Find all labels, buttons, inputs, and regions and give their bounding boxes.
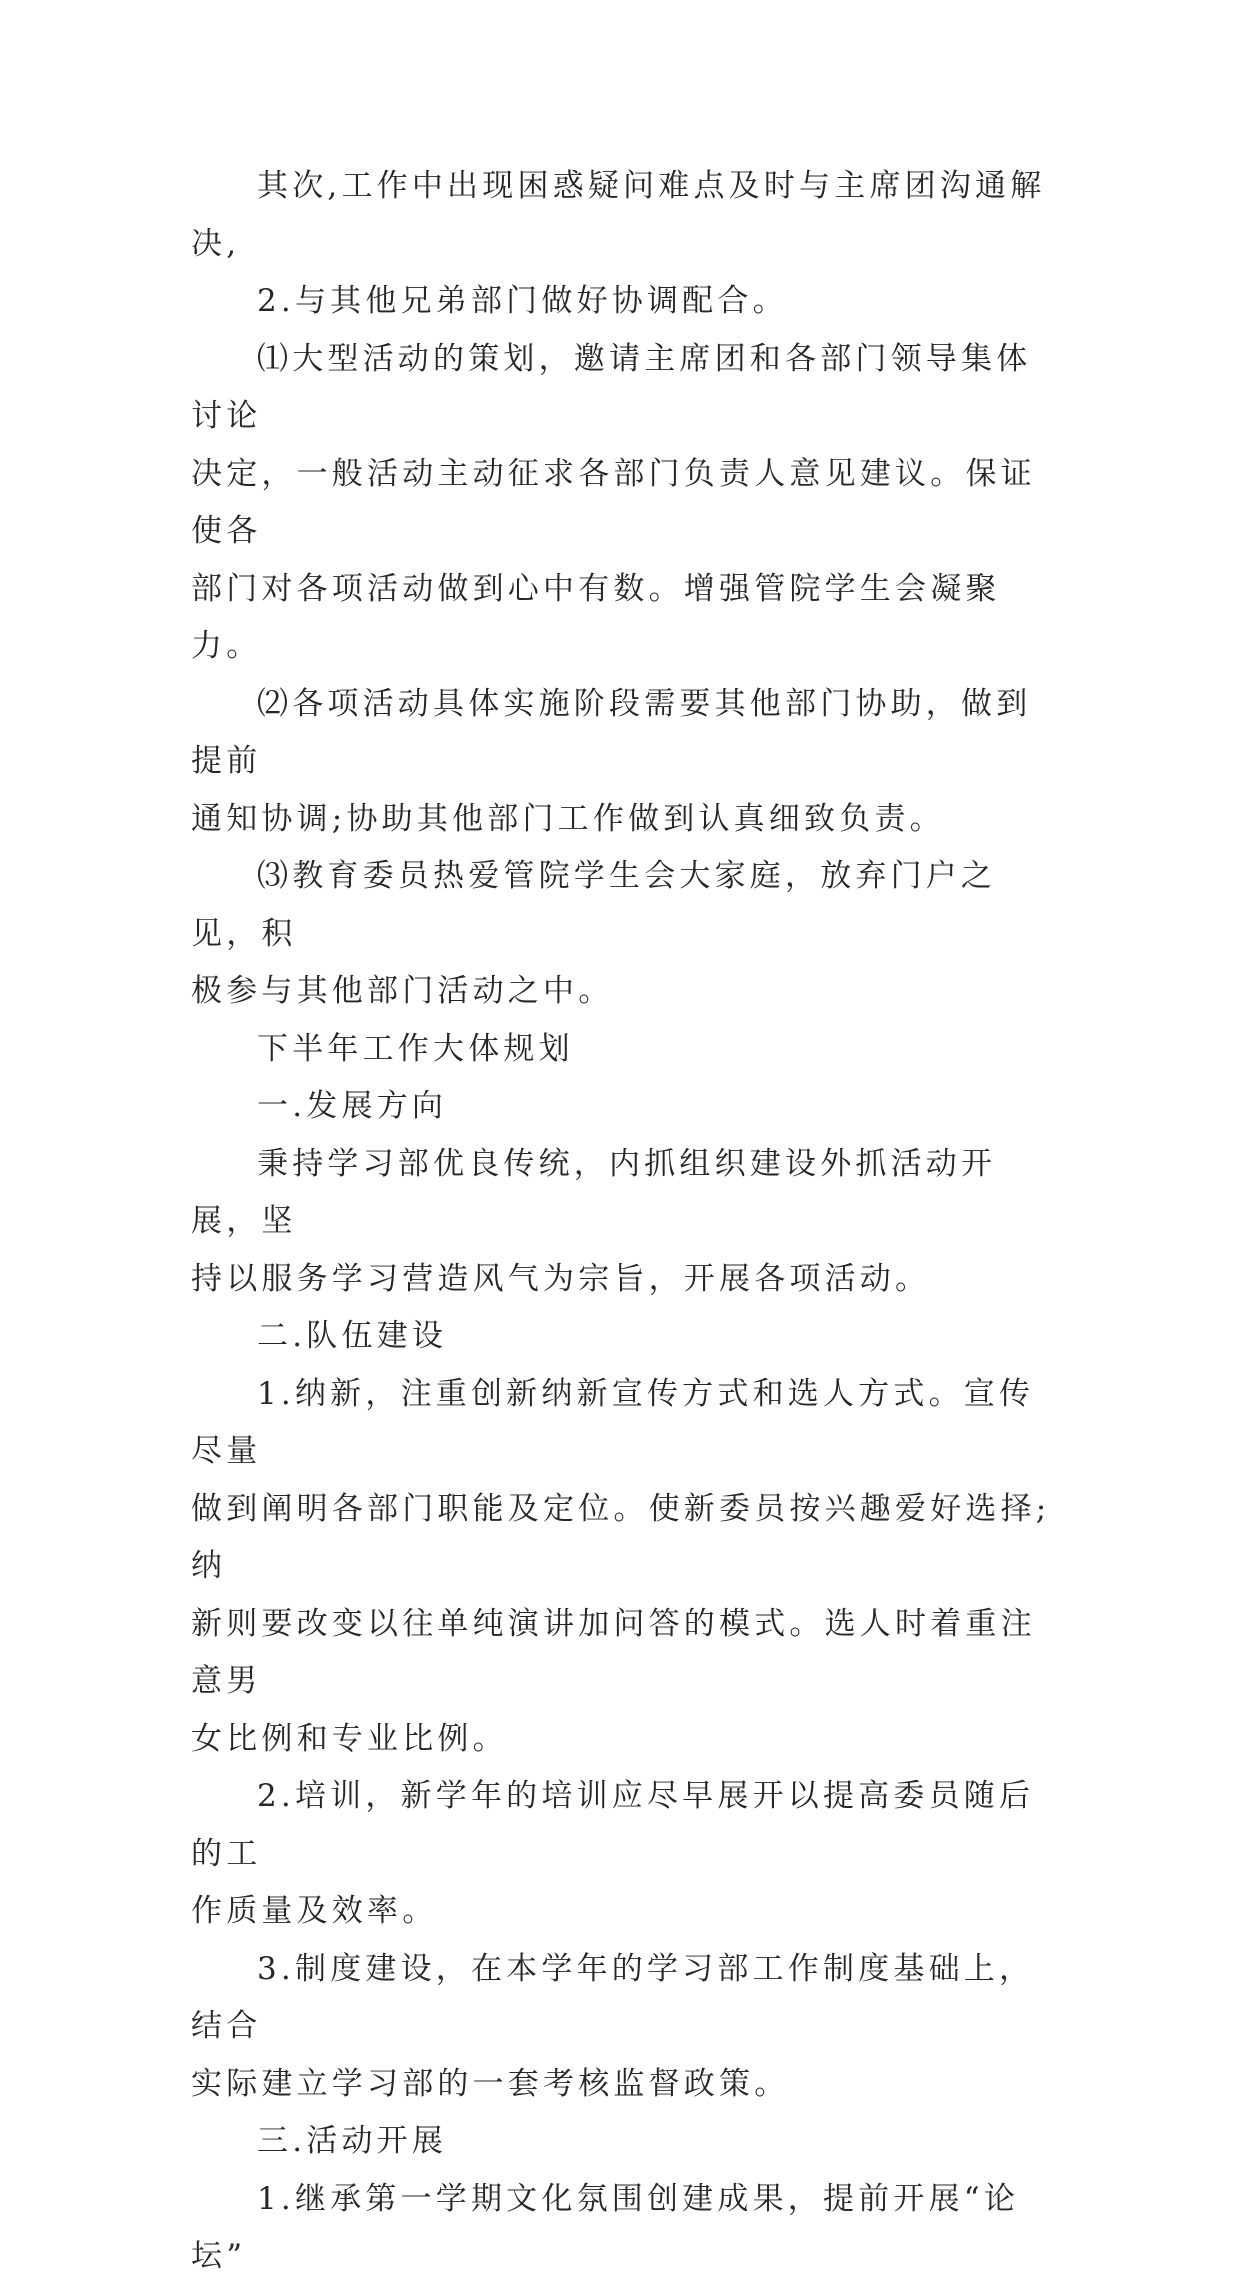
text-line: 1.继承第一学期文化氛围创建成果，提前开展“论坛” bbox=[191, 2180, 1020, 2274]
paragraph-direction bbox=[191, 1136, 1051, 1309]
text-line: 秉持学习部优良传统，内抓组织建设外抓活动开展，坚 bbox=[191, 1145, 997, 1239]
text-line: 1.纳新，注重创新纳新宣传方式和选人方式。宣传尽量 bbox=[191, 1375, 1035, 1469]
text-line: 通知协调;协助其他部门工作做到认真细致负责。 bbox=[191, 800, 945, 837]
section-heading-plan bbox=[191, 1021, 1051, 1079]
section-heading-direction bbox=[191, 1078, 1051, 1136]
text-line: 持以服务学习营造风气为宗旨，开展各项活动。 bbox=[191, 1260, 931, 1297]
text-line: 做到阐明各部门职能及定位。使新委员按兴趣爱好选择;纳 bbox=[191, 1490, 1051, 1584]
text-line: 其次,工作中出现困惑疑问难点及时与主席团沟通解决, bbox=[191, 168, 1046, 262]
paragraph-system bbox=[191, 1941, 1051, 2114]
text-line: ⑶教育委员热爱管院学生会大家庭，放弃门户之见，积 bbox=[191, 858, 997, 952]
text-line: 新则要改变以往单纯演讲加问答的模式。选人时着重注意男 bbox=[191, 1605, 1036, 1699]
text-line: 极参与其他部门活动之中。 bbox=[191, 973, 614, 1009]
paragraph-3 bbox=[191, 331, 1051, 676]
paragraph-recruit bbox=[191, 1366, 1051, 1769]
text-line: 三.活动开展 bbox=[257, 2123, 448, 2159]
paragraph-4 bbox=[191, 676, 1051, 849]
text-line: ⑵各项活动具体实施阶段需要其他部门协助，做到提前 bbox=[191, 685, 1032, 779]
paragraph-2 bbox=[191, 273, 1051, 331]
section-heading-activities bbox=[191, 2113, 1051, 2171]
text-line: 2.与其他兄弟部门做好协调配合。 bbox=[257, 283, 788, 319]
text-line: 决定，一般活动主动征求各部门负责人意见建议。保证使各 bbox=[191, 455, 1036, 549]
paragraph-activities bbox=[191, 2171, 1051, 2286]
text-line: 作质量及效率。 bbox=[191, 1893, 438, 1929]
text-line: 一.发展方向 bbox=[257, 1088, 448, 1124]
text-line: 女比例和专业比例。 bbox=[191, 1720, 508, 1757]
text-line: 二.队伍建设 bbox=[257, 1318, 448, 1354]
paragraph-training bbox=[191, 1768, 1051, 1941]
text-line: 下半年工作大体规划 bbox=[257, 1030, 574, 1067]
paragraph-1 bbox=[191, 158, 1051, 273]
document-body bbox=[191, 158, 1051, 2286]
section-heading-team bbox=[191, 1308, 1051, 1366]
text-line: ⑴大型活动的策划，邀请主席团和各部门领导集体讨论 bbox=[191, 340, 1032, 434]
text-line: 实际建立学习部的一套考核监督政策。 bbox=[191, 2065, 790, 2102]
text-line: 2.培训，新学年的培训应尽早展开以提高委员随后的工 bbox=[191, 1778, 1035, 1872]
paragraph-5 bbox=[191, 848, 1051, 1021]
text-line: 部门对各项活动做到心中有数。增强管院学生会凝聚力。 bbox=[191, 570, 1001, 664]
text-line: 3.制度建设，在本学年的学习部工作制度基础上，结合 bbox=[191, 1950, 1035, 2044]
